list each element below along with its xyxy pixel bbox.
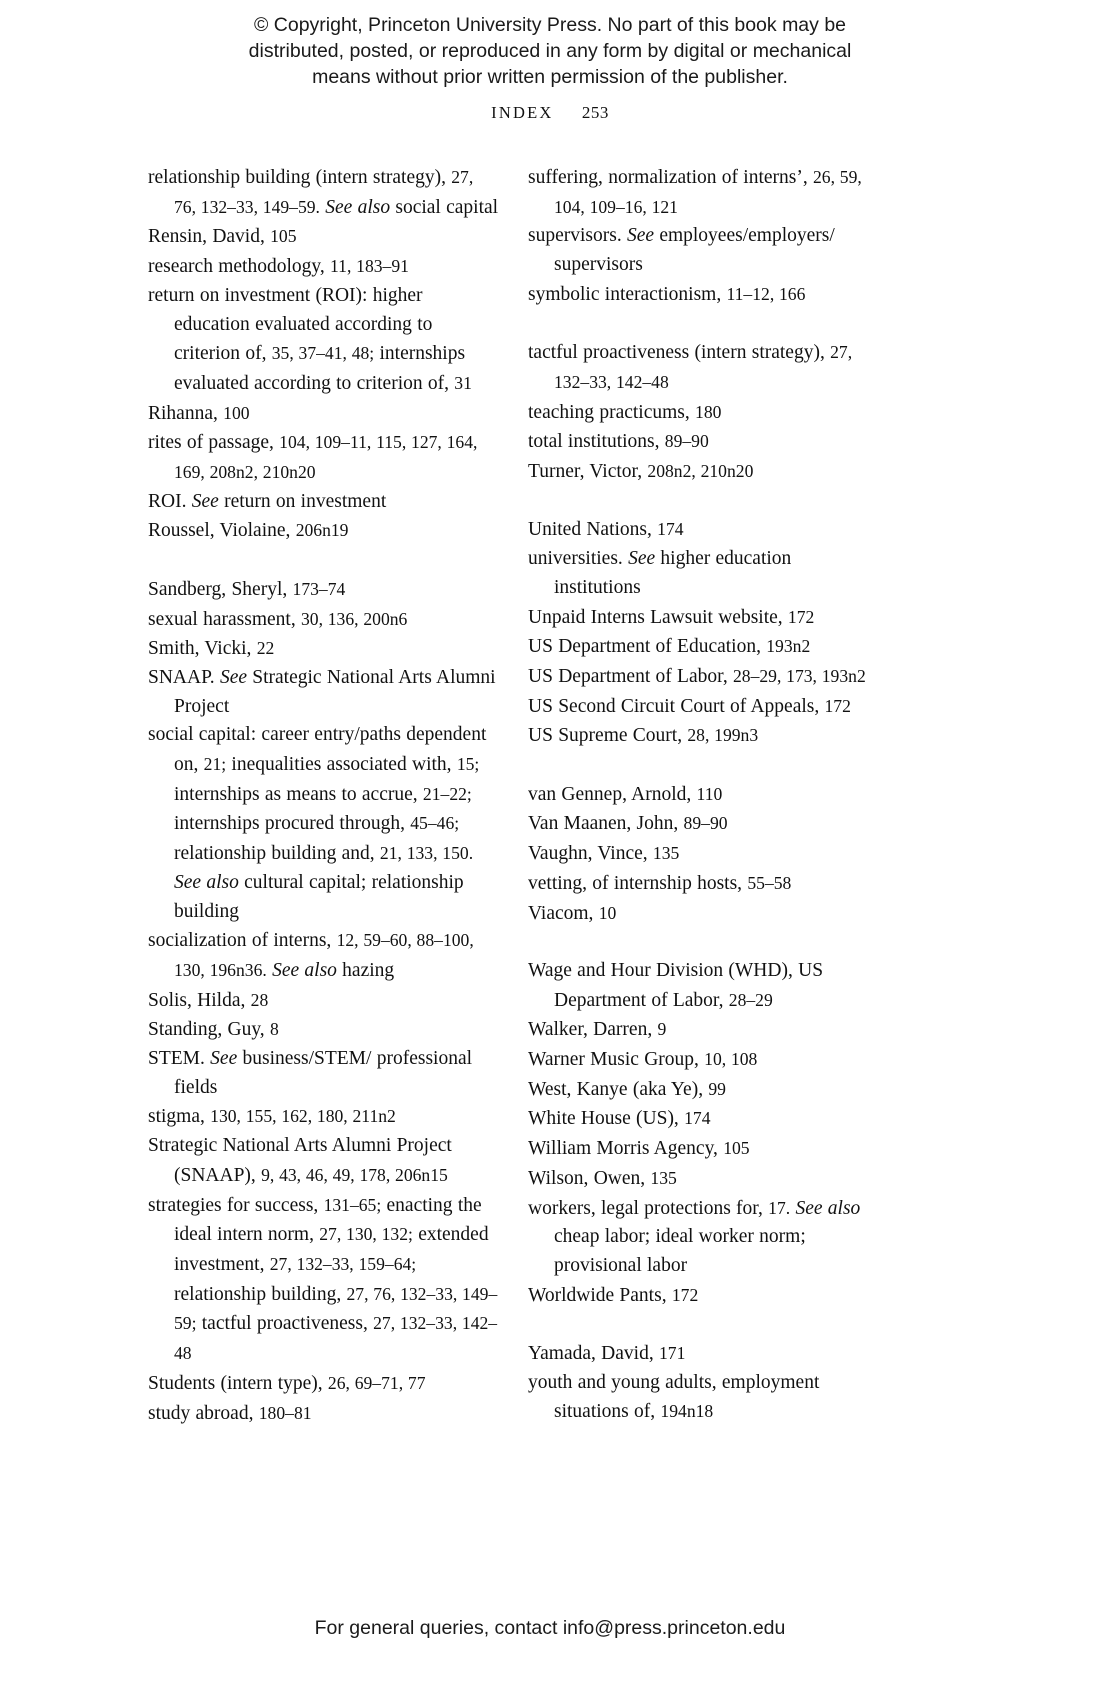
index-entry: suffering, normalization of interns’, 26, 59, 104, 109–16, 121 (528, 167, 862, 217)
index-entry: Strategic National Arts Alumni Project (SNAAP), 9, 43, 46, 49, 178, 206n15 (148, 1135, 452, 1186)
index-entry: SNAAP. See Strategic National Arts Alumni Project (148, 666, 496, 717)
index-entry: universities. See higher education institutions (528, 548, 792, 598)
index-entry: US Second Circuit Court of Appeals, 172 (528, 695, 851, 717)
index-entry: Standing, Guy, 8 (148, 1019, 279, 1041)
index-entry: vetting, of internship hosts, 55–58 (528, 872, 792, 894)
index-entry: relationship building (intern strategy), 27, 76, 132–33, 149–59. See also social capital (148, 167, 499, 218)
letter-group-gap (528, 487, 880, 516)
index-entry: Rihanna, 100 (148, 402, 250, 424)
index-entry: United Nations, 174 (528, 519, 684, 541)
index-entry: Turner, Victor, 208n2, 210n20 (528, 461, 754, 483)
index-entry: Unpaid Interns Lawsuit website, 172 (528, 606, 815, 628)
copyright-line-2: distributed, posted, or reproduced in any form by digital or mechanical (248, 40, 852, 62)
index-entry: Roussel, Violaine, 206n19 (148, 520, 349, 542)
copyright-line-3: means without prior written permission of the publisher. (312, 66, 788, 88)
copyright-notice (0, 12, 1100, 90)
page-number: 253 (581, 103, 609, 122)
index-entry: Walker, Darren, 9 (528, 1019, 667, 1041)
index-entry: supervisors. See employees/employers/ supervisors (528, 225, 835, 276)
footer-query-line: For general queries, contact info@press.princeton.edu (314, 1617, 786, 1639)
index-entry: teaching practicums, 180 (528, 401, 722, 423)
index-entry: Warner Music Group, 10, 108 (528, 1049, 758, 1071)
index-entry: Smith, Vicki, 22 (148, 638, 275, 660)
index-entry: White House (US), 174 (528, 1108, 711, 1130)
index-entry: youth and young adults, employment situations of, 194n18 (528, 1371, 820, 1423)
index-entry: US Department of Labor, 28–29, 173, 193n2 (528, 665, 866, 687)
index-entry: rites of passage, 104, 109–11, 115, 127, 164, 169, 208n2, 210n20 (148, 432, 478, 483)
index-entry: Rensin, David, 105 (148, 226, 297, 248)
index-entry: Vaughn, Vince, 135 (528, 843, 680, 865)
index-entry: van Gennep, Arnold, 110 (528, 783, 723, 805)
copyright-line-1: © Copyright, Princeton University Press. No part of this book may be (253, 14, 847, 36)
letter-group-gap (528, 1310, 880, 1339)
letter-group-gap (528, 751, 880, 780)
index-entry: strategies for success, 131–65; enacting the ideal intern norm, 27, 130, 132; extended investment, 27, 132–33, 159–64; relationship building, 27, 76, 132–33, 149–59; tactful proactiveness, 27, 132–33, 142–48 (148, 1194, 498, 1364)
index-entry: US Department of Education, 193n2 (528, 636, 811, 658)
letter-group-gap (148, 546, 500, 575)
index-entry: US Supreme Court, 28, 199n3 (528, 725, 759, 747)
index-entry: Van Maanen, John, 89–90 (528, 813, 728, 835)
index-entry: Worldwide Pants, 172 (528, 1284, 699, 1306)
index-entry: West, Kanye (aka Ye), 99 (528, 1078, 726, 1100)
index-entry: Viacom, 10 (528, 902, 617, 924)
index-entry: Students (intern type), 26, 69–71, 77 (148, 1372, 426, 1394)
index-entry: Wage and Hour Division (WHD), US Department of Labor, 28–29 (528, 959, 824, 1011)
index-entry: Yamada, David, 171 (528, 1343, 686, 1365)
index-column-right (528, 163, 880, 1428)
index-entry: stigma, 130, 155, 162, 180, 211n2 (148, 1106, 396, 1128)
index-columns (148, 163, 928, 1428)
index-entry: return on investment (ROI): higher education evaluated according to criterion of, 35, 37–41, 48; internships evaluated according to criterion of, 31 (148, 284, 472, 394)
letter-group-gap (528, 928, 880, 957)
index-entry: William Morris Agency, 105 (528, 1138, 750, 1160)
index-entry: sexual harassment, 30, 136, 200n6 (148, 608, 408, 630)
running-head-label: INDEX (491, 103, 554, 122)
letter-group-gap (528, 310, 880, 339)
index-entry: social capital: career entry/paths dependent on, 21; inequalities associated with, 15; internships as means to accrue, 21–22; internships procured through, 45–46; relationship building and, 21, 133, 150. See also cultural capital; relationship building (148, 724, 487, 922)
index-entry: Wilson, Owen, 135 (528, 1167, 677, 1189)
index-entry: study abroad, 180–81 (148, 1402, 312, 1424)
index-entry: STEM. See business/STEM/ professional fields (148, 1048, 473, 1098)
index-entry: tactful proactiveness (intern strategy), 27, 132–33, 142–48 (528, 342, 853, 392)
index-entry: research methodology, 11, 183–91 (148, 256, 409, 278)
running-head (0, 103, 1100, 123)
index-column-left (148, 163, 500, 1428)
index-entry: socialization of interns, 12, 59–60, 88–100, 130, 196n36. See also hazing (148, 930, 474, 981)
index-entry: Sandberg, Sheryl, 173–74 (148, 578, 346, 600)
index-entry: ROI. See return on investment (148, 490, 387, 512)
index-entry: total institutions, 89–90 (528, 431, 709, 453)
index-entry: Solis, Hilda, 28 (148, 989, 269, 1011)
index-entry: workers, legal protections for, 17. See also cheap labor; ideal worker norm; provisional labor (528, 1197, 861, 1276)
index-entry: symbolic interactionism, 11–12, 166 (528, 283, 806, 305)
